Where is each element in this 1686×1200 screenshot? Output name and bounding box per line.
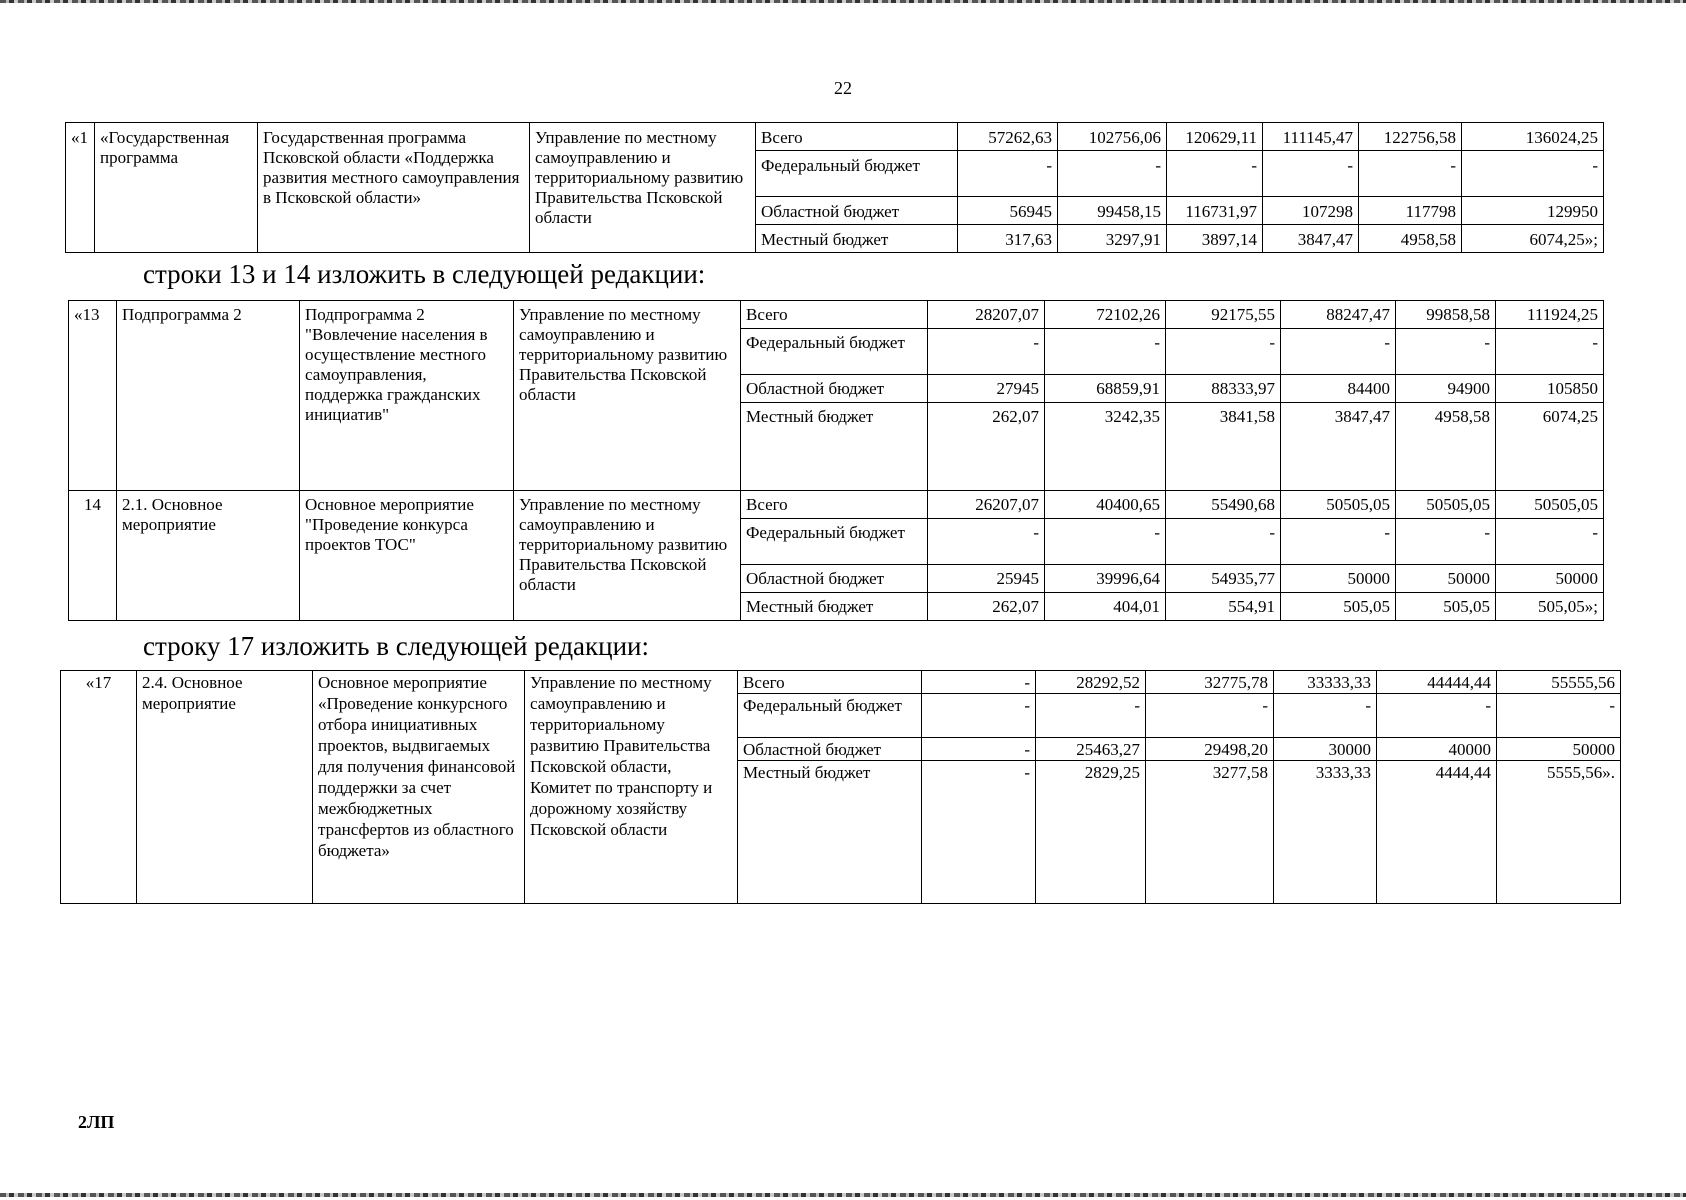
row-number: «1 — [66, 123, 95, 253]
amount-cell: - — [1359, 151, 1462, 197]
amount-cell: 50000 — [1281, 565, 1396, 593]
funding-source: Всего — [738, 671, 922, 694]
amount-cell: 4444,44 — [1377, 761, 1497, 904]
amount-cell: 317,63 — [958, 225, 1058, 253]
amount-cell: 262,07 — [928, 593, 1045, 621]
amount-cell: 25945 — [928, 565, 1045, 593]
table-row — [66, 123, 1604, 151]
amount-cell: 505,05 — [1396, 593, 1496, 621]
amount-cell: 55555,56 — [1497, 671, 1621, 694]
amount-cell: 55490,68 — [1166, 491, 1281, 519]
amount-cell: - — [1496, 329, 1604, 375]
amount-cell: 404,01 — [1045, 593, 1166, 621]
amount-cell: 111145,47 — [1263, 123, 1359, 151]
amount-cell: 50000 — [1496, 565, 1604, 593]
amount-cell: 122756,58 — [1359, 123, 1462, 151]
amount-cell: 88333,97 — [1166, 375, 1281, 403]
budget-table-program — [65, 122, 1604, 253]
amount-cell: 3847,47 — [1281, 403, 1396, 491]
amount-cell: 116731,97 — [1167, 197, 1263, 225]
amount-cell: 6074,25»; — [1462, 225, 1604, 253]
amount-cell: - — [1497, 694, 1621, 738]
amount-cell: 25463,27 — [1036, 738, 1146, 761]
amount-cell: 88247,47 — [1281, 301, 1396, 329]
amount-cell: 6074,25 — [1496, 403, 1604, 491]
funding-source: Областной бюджет — [756, 197, 958, 225]
budget-table-rows-13-14 — [68, 300, 1604, 621]
amount-cell: 111924,25 — [1496, 301, 1604, 329]
amount-cell: - — [1396, 329, 1496, 375]
funding-source: Всего — [756, 123, 958, 151]
amount-cell: - — [1263, 151, 1359, 197]
row-name: Подпрограмма 2 — [117, 301, 300, 491]
amount-cell: 2829,25 — [1036, 761, 1146, 904]
amount-cell: - — [1058, 151, 1167, 197]
document-code: 2ЛП — [78, 1112, 115, 1132]
funding-source: Местный бюджет — [756, 225, 958, 253]
row-name: 2.4. Основное мероприятие — [137, 671, 313, 904]
amount-cell: 72102,26 — [1045, 301, 1166, 329]
amount-cell: 117798 — [1359, 197, 1462, 225]
funding-source: Всего — [741, 301, 928, 329]
table-row — [69, 491, 1604, 519]
scan-edge-bottom — [0, 1193, 1686, 1197]
amount-cell: 554,91 — [1166, 593, 1281, 621]
amount-cell: 40000 — [1377, 738, 1497, 761]
amount-cell: - — [1377, 694, 1497, 738]
amount-cell: 33333,33 — [1274, 671, 1377, 694]
amount-cell: 54935,77 — [1166, 565, 1281, 593]
amount-cell: 44444,44 — [1377, 671, 1497, 694]
amount-cell: 50000 — [1396, 565, 1496, 593]
amount-cell: 57262,63 — [958, 123, 1058, 151]
amount-cell: 32775,78 — [1146, 671, 1274, 694]
amount-cell: 107298 — [1263, 197, 1359, 225]
amount-cell: 3277,58 — [1146, 761, 1274, 904]
row-name: «Государственная программа — [95, 123, 258, 253]
amount-cell: - — [1146, 694, 1274, 738]
amount-cell: 4958,58 — [1396, 403, 1496, 491]
amount-cell: 68859,91 — [1045, 375, 1166, 403]
amount-cell: - — [1166, 329, 1281, 375]
funding-source: Местный бюджет — [738, 761, 922, 904]
amount-cell: - — [922, 738, 1036, 761]
amount-cell: 92175,55 — [1166, 301, 1281, 329]
funding-source: Федеральный бюджет — [756, 151, 958, 197]
amount-cell: - — [1396, 519, 1496, 565]
amount-cell: - — [928, 519, 1045, 565]
amount-cell: 4958,58 — [1359, 225, 1462, 253]
funding-source: Федеральный бюджет — [741, 329, 928, 375]
amount-cell: 26207,07 — [928, 491, 1045, 519]
amount-cell: 5555,56». — [1497, 761, 1621, 904]
amount-cell: - — [922, 671, 1036, 694]
row-number: «13 — [69, 301, 117, 491]
amount-cell: 27945 — [928, 375, 1045, 403]
amount-cell: - — [1496, 519, 1604, 565]
amount-cell: - — [1274, 694, 1377, 738]
amount-cell: 3847,47 — [1263, 225, 1359, 253]
amount-cell: 3841,58 — [1166, 403, 1281, 491]
amount-cell: - — [1167, 151, 1263, 197]
amount-cell: 50505,05 — [1281, 491, 1396, 519]
amount-cell: 39996,64 — [1045, 565, 1166, 593]
amount-cell: - — [1281, 519, 1396, 565]
amount-cell: - — [928, 329, 1045, 375]
amount-cell: - — [922, 761, 1036, 904]
amount-cell: 3333,33 — [1274, 761, 1377, 904]
funding-source: Федеральный бюджет — [741, 519, 928, 565]
row-number: «17 — [61, 671, 137, 904]
funding-source: Всего — [741, 491, 928, 519]
amount-cell: 120629,11 — [1167, 123, 1263, 151]
amount-cell: 94900 — [1396, 375, 1496, 403]
table-row — [61, 671, 1621, 694]
amount-cell: - — [1281, 329, 1396, 375]
row-number: 14 — [69, 491, 117, 621]
amount-cell: 102756,06 — [1058, 123, 1167, 151]
amount-cell: 99458,15 — [1058, 197, 1167, 225]
funding-source: Областной бюджет — [741, 565, 928, 593]
funding-source: Федеральный бюджет — [738, 694, 922, 738]
row-title: Подпрограмма 2 "Вовлечение населения в осуществление местного самоуправления, поддержка гражданских инициатив" — [300, 301, 514, 491]
amount-cell: - — [1045, 329, 1166, 375]
table-row — [69, 301, 1604, 329]
amount-cell: 56945 — [958, 197, 1058, 225]
amount-cell: 50000 — [1497, 738, 1621, 761]
amount-cell: 28292,52 — [1036, 671, 1146, 694]
amount-cell: 29498,20 — [1146, 738, 1274, 761]
amount-cell: 3242,35 — [1045, 403, 1166, 491]
row-title: Основное мероприятие «Проведение конкурсного отбора инициативных проектов, выдвигаемых для получения финансовой поддержки за счет межбюджетных трансфертов из областного бюджета» — [313, 671, 525, 904]
amount-cell: 84400 — [1281, 375, 1396, 403]
row-title: Государственная программа Псковской области «Поддержка развития местного самоуправления в Псковской области» — [258, 123, 530, 253]
amendment-heading: строки 13 и 14 изложить в следующей редакции: — [143, 259, 706, 289]
amount-cell: 3297,91 — [1058, 225, 1167, 253]
amount-cell: - — [1462, 151, 1604, 197]
amount-cell: - — [1045, 519, 1166, 565]
amount-cell: 30000 — [1274, 738, 1377, 761]
scan-edge-top — [0, 0, 1686, 3]
amount-cell: - — [958, 151, 1058, 197]
funding-source: Областной бюджет — [738, 738, 922, 761]
funding-source: Областной бюджет — [741, 375, 928, 403]
amount-cell: 129950 — [1462, 197, 1604, 225]
budget-table-row-17 — [60, 670, 1621, 904]
amount-cell: - — [1166, 519, 1281, 565]
row-executor: Управление по местному самоуправлению и территориальному развитию Правительства Псковской области — [514, 491, 741, 621]
amount-cell: 136024,25 — [1462, 123, 1604, 151]
page-number: 22 — [834, 78, 852, 98]
amendment-heading: строку 17 изложить в следующей редакции: — [143, 631, 650, 661]
amount-cell: 105850 — [1496, 375, 1604, 403]
amount-cell: - — [922, 694, 1036, 738]
amount-cell: - — [1036, 694, 1146, 738]
amount-cell: 40400,65 — [1045, 491, 1166, 519]
funding-source: Местный бюджет — [741, 403, 928, 491]
amount-cell: 50505,05 — [1496, 491, 1604, 519]
row-title: Основное мероприятие "Проведение конкурса проектов ТОС" — [300, 491, 514, 621]
amount-cell: 262,07 — [928, 403, 1045, 491]
amount-cell: 505,05»; — [1496, 593, 1604, 621]
row-executor: Управление по местному самоуправлению и территориальному развитию Правительства Псковской области — [530, 123, 756, 253]
amount-cell: 99858,58 — [1396, 301, 1496, 329]
row-name: 2.1. Основное мероприятие — [117, 491, 300, 621]
funding-source: Местный бюджет — [741, 593, 928, 621]
row-executor: Управление по местному самоуправлению и территориальному развитию Правительства Псковской области — [514, 301, 741, 491]
amount-cell: 505,05 — [1281, 593, 1396, 621]
row-executor: Управление по местному самоуправлению и территориальному развитию Правительства Псковской области, Комитет по транспорту и дорожному хозяйству Псковской области — [525, 671, 738, 904]
amount-cell: 50505,05 — [1396, 491, 1496, 519]
amount-cell: 28207,07 — [928, 301, 1045, 329]
amount-cell: 3897,14 — [1167, 225, 1263, 253]
